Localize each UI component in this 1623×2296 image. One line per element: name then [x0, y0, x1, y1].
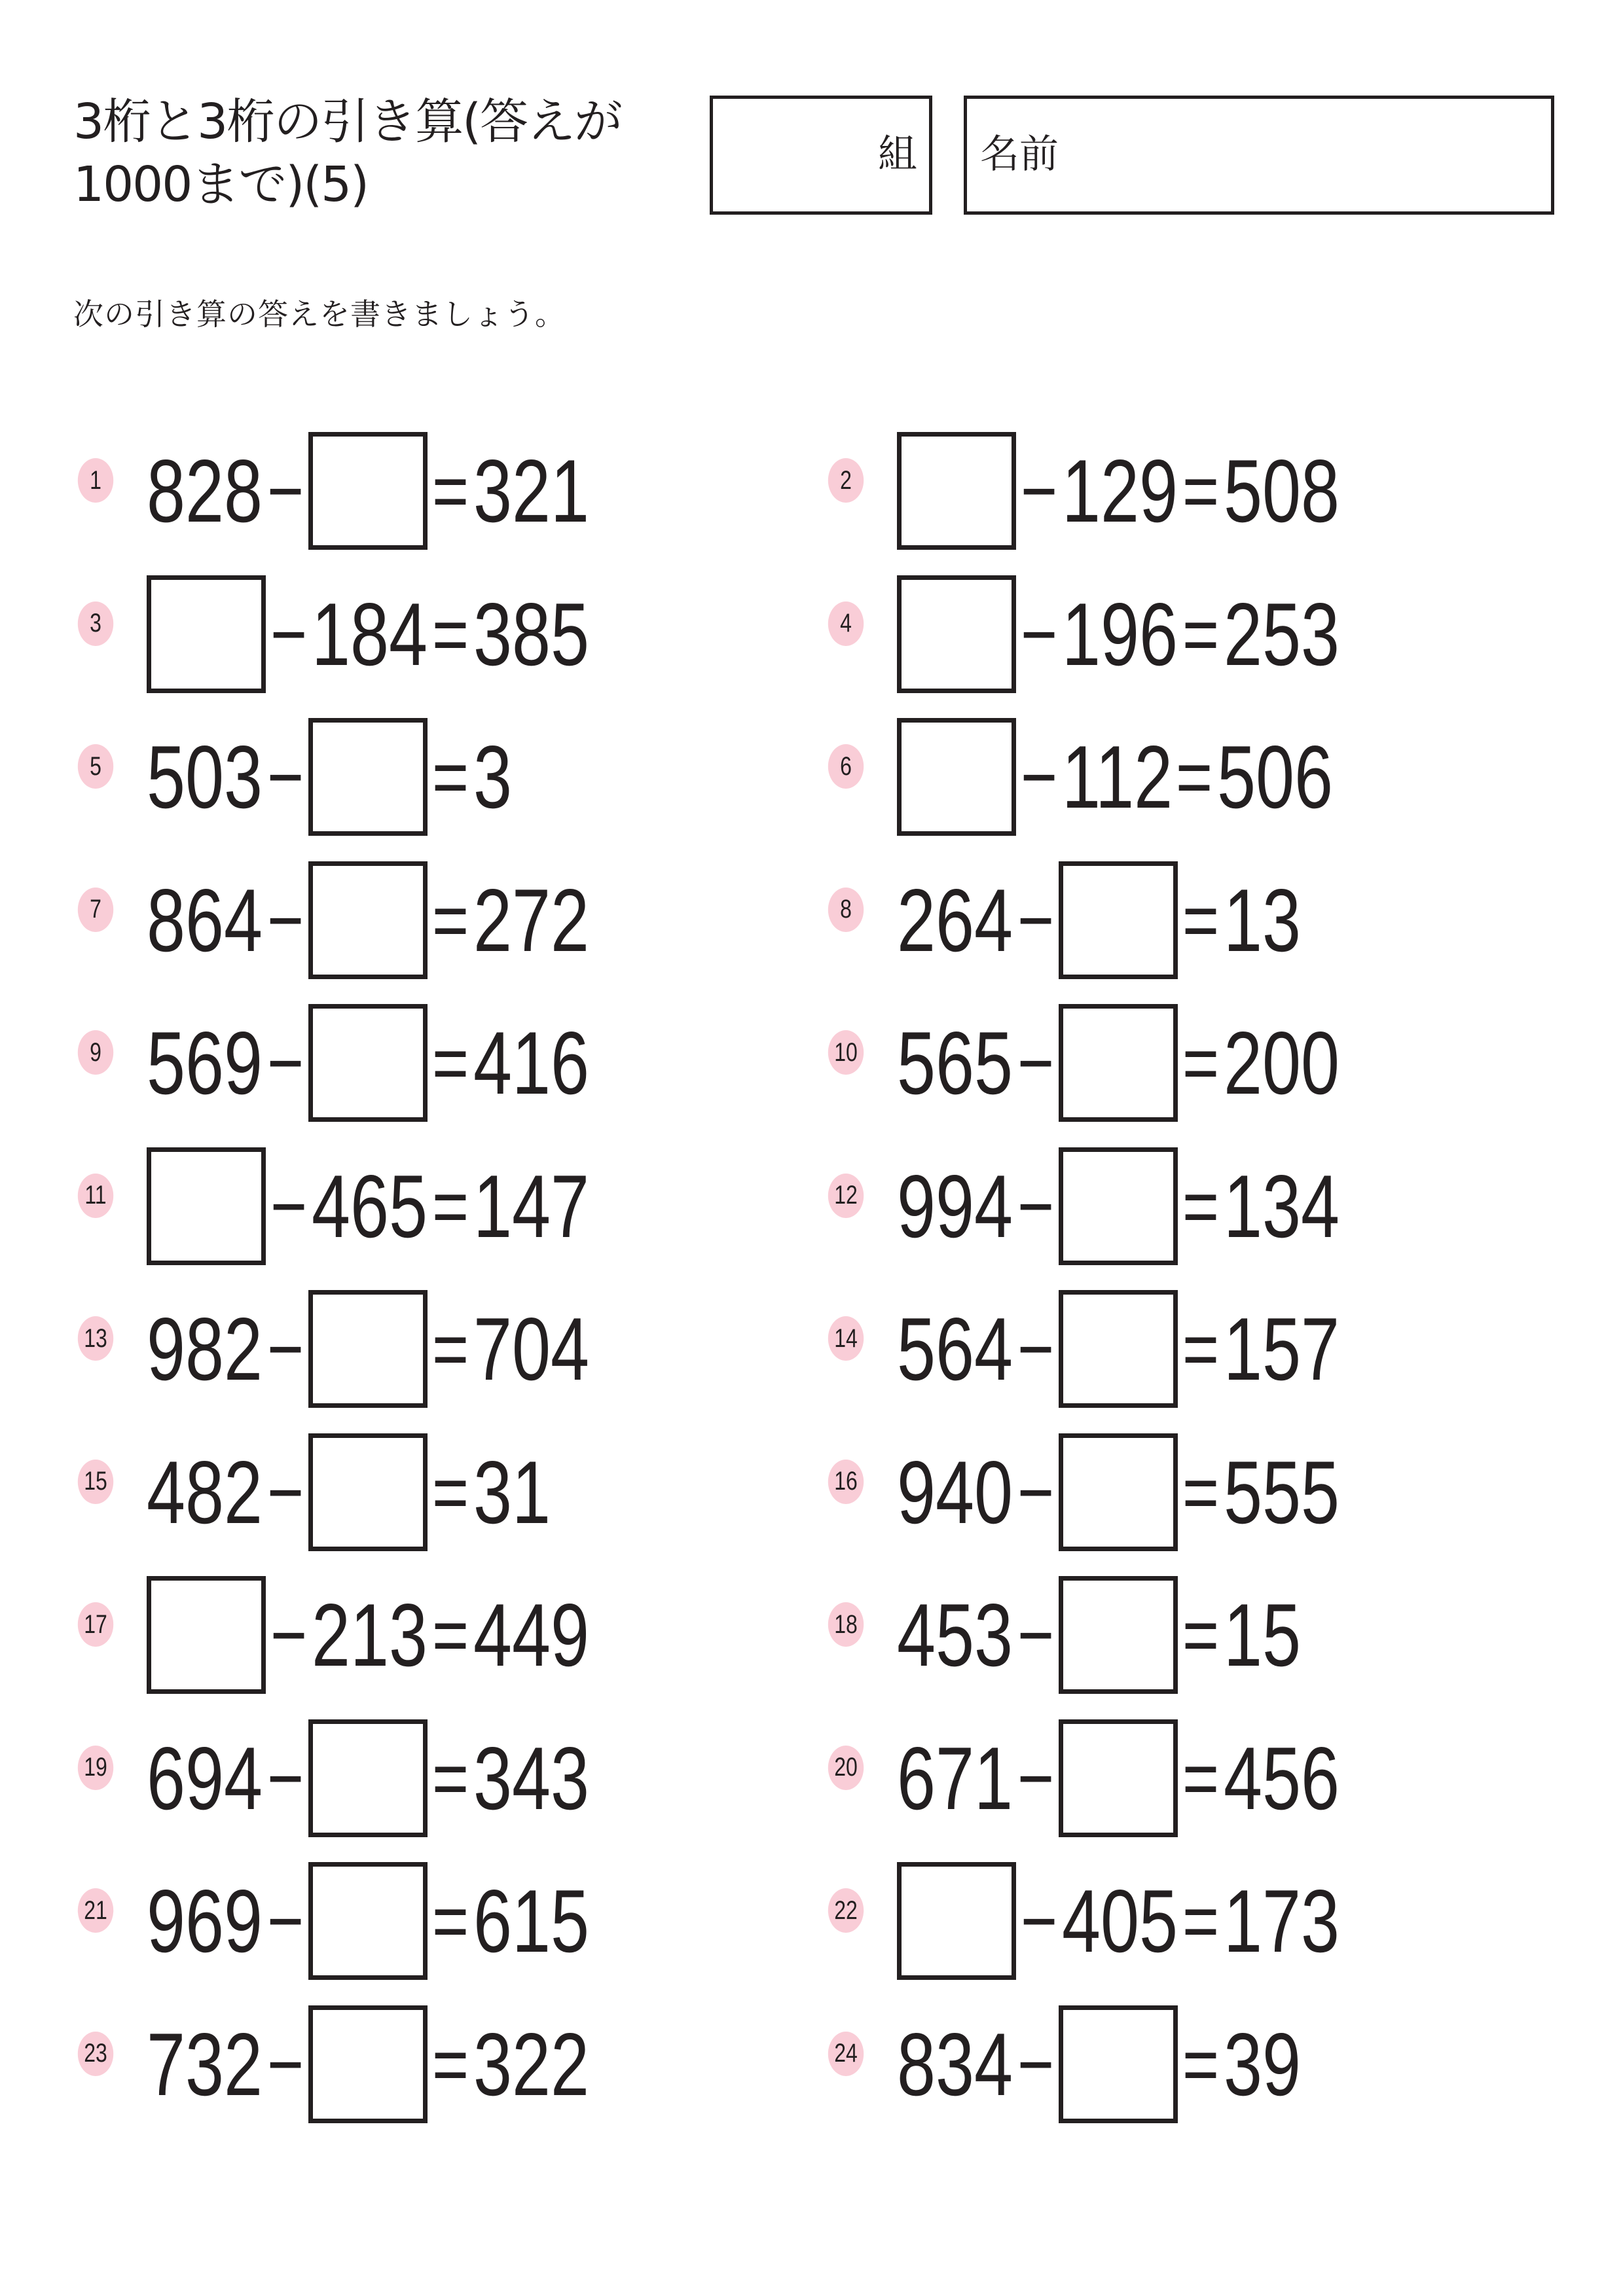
equation — [897, 1862, 1340, 1980]
problem-number-badge: 9 — [78, 1030, 113, 1075]
difference: 157 — [1224, 1299, 1340, 1399]
minuend: 482 — [147, 1442, 263, 1542]
answer-box[interactable] — [147, 1147, 266, 1265]
equals-sign: = — [1182, 1162, 1220, 1250]
equation — [147, 432, 589, 550]
problem-number-badge: 6 — [828, 744, 864, 789]
problem-number-badge: 11 — [78, 1174, 113, 1218]
equation — [897, 1004, 1340, 1122]
problem-24 — [824, 2005, 1544, 2123]
equals-sign: = — [432, 1162, 469, 1250]
answer-box[interactable] — [897, 432, 1016, 550]
answer-box[interactable] — [1059, 1147, 1178, 1265]
minuend: 565 — [897, 1013, 1013, 1113]
equation — [897, 432, 1340, 550]
problem-20 — [824, 1719, 1544, 1837]
difference: 200 — [1224, 1013, 1340, 1113]
answer-box[interactable] — [147, 575, 266, 693]
answer-box[interactable] — [308, 1290, 428, 1408]
problem-number-badge: 18 — [828, 1602, 864, 1647]
problem-number-badge: 5 — [78, 744, 113, 789]
problem-number-badge: 7 — [78, 888, 113, 932]
equals-sign: = — [432, 733, 469, 821]
equation — [147, 575, 589, 693]
problem-number-badge: 12 — [828, 1174, 864, 1218]
name-field[interactable] — [964, 96, 1554, 215]
equals-sign: = — [432, 1448, 469, 1536]
minuend: 834 — [897, 2014, 1013, 2114]
minus-sign: − — [1021, 1877, 1058, 1965]
subtrahend: 196 — [1062, 584, 1178, 684]
minus-sign: − — [1017, 1162, 1055, 1250]
difference: 508 — [1224, 441, 1340, 541]
difference: 3 — [473, 727, 513, 827]
difference: 13 — [1224, 870, 1302, 970]
minus-sign: − — [1021, 733, 1058, 821]
minuend: 969 — [147, 1871, 263, 1971]
equals-sign: = — [1176, 733, 1213, 821]
problem-number-badge: 14 — [828, 1316, 864, 1361]
equals-sign: = — [1182, 1877, 1220, 1965]
minus-sign: − — [267, 1305, 304, 1393]
equation — [147, 718, 512, 836]
problem-7 — [73, 861, 793, 979]
answer-box[interactable] — [1059, 861, 1178, 979]
answer-box[interactable] — [308, 1862, 428, 1980]
equation — [897, 1433, 1340, 1551]
minuend: 453 — [897, 1585, 1013, 1685]
problem-2 — [824, 432, 1544, 550]
equation — [147, 1862, 589, 1980]
minuend: 940 — [897, 1442, 1013, 1542]
subtrahend: 405 — [1062, 1871, 1178, 1971]
answer-box[interactable] — [897, 575, 1016, 693]
equals-sign: = — [1182, 1591, 1220, 1679]
minuend: 864 — [147, 870, 263, 970]
minus-sign: − — [1017, 1305, 1055, 1393]
minus-sign: − — [270, 1162, 308, 1250]
equation — [147, 1147, 589, 1265]
minus-sign: − — [1017, 1591, 1055, 1679]
minus-sign: − — [267, 733, 304, 821]
difference: 322 — [473, 2014, 590, 2114]
minus-sign: − — [267, 1019, 304, 1107]
equation — [147, 1290, 589, 1408]
answer-box[interactable] — [1059, 1290, 1178, 1408]
equation — [147, 861, 589, 979]
difference: 253 — [1224, 584, 1340, 684]
difference: 615 — [473, 1871, 590, 1971]
equals-sign: = — [432, 1305, 469, 1393]
minus-sign: − — [1017, 1448, 1055, 1536]
difference: 31 — [473, 1442, 551, 1542]
subtrahend: 112 — [1062, 727, 1173, 827]
difference: 147 — [473, 1156, 590, 1256]
problem-number-badge: 3 — [78, 601, 113, 646]
subtrahend: 184 — [312, 584, 428, 684]
equals-sign: = — [1182, 1019, 1220, 1107]
difference: 39 — [1224, 2014, 1302, 2114]
problem-14 — [824, 1290, 1544, 1408]
problem-19 — [73, 1719, 793, 1837]
minuend: 564 — [897, 1299, 1013, 1399]
equation — [147, 1004, 589, 1122]
equals-sign: = — [432, 1019, 469, 1107]
class-field[interactable] — [710, 96, 932, 215]
difference: 385 — [473, 584, 590, 684]
equals-sign: = — [432, 1591, 469, 1679]
equals-sign: = — [1182, 1448, 1220, 1536]
equals-sign: = — [432, 1734, 469, 1822]
answer-box[interactable] — [1059, 2005, 1178, 2123]
problem-number-badge: 19 — [78, 1746, 113, 1790]
minus-sign: − — [1021, 447, 1058, 535]
equation — [897, 1147, 1340, 1265]
difference: 506 — [1217, 727, 1334, 827]
problem-5 — [73, 718, 793, 836]
equals-sign: = — [432, 590, 469, 678]
problem-23 — [73, 2005, 793, 2123]
minuend: 694 — [147, 1728, 263, 1828]
minuend: 569 — [147, 1013, 263, 1113]
equation — [147, 1576, 589, 1694]
problem-8 — [824, 861, 1544, 979]
problem-16 — [824, 1433, 1544, 1551]
equals-sign: = — [432, 876, 469, 964]
difference: 704 — [473, 1299, 590, 1399]
answer-box[interactable] — [308, 432, 428, 550]
minus-sign: − — [1017, 2020, 1055, 2108]
subtrahend: 129 — [1062, 441, 1178, 541]
difference: 173 — [1224, 1871, 1340, 1971]
problem-6 — [824, 718, 1544, 836]
problem-3 — [73, 575, 793, 693]
equals-sign: = — [432, 2020, 469, 2108]
minuend: 671 — [897, 1728, 1013, 1828]
equation — [897, 1576, 1301, 1694]
answer-box[interactable] — [308, 1004, 428, 1122]
answer-box[interactable] — [1059, 1004, 1178, 1122]
instruction-text: 次の引き算の答えを書きましょう。 — [73, 296, 566, 332]
class-label: 組 — [878, 132, 917, 177]
minus-sign: − — [1017, 876, 1055, 964]
equation — [897, 1719, 1340, 1837]
minus-sign: − — [267, 1877, 304, 1965]
problem-number-badge: 16 — [828, 1460, 864, 1504]
minus-sign: − — [267, 1448, 304, 1536]
difference: 343 — [473, 1728, 590, 1828]
equation — [147, 1719, 589, 1837]
minus-sign: − — [267, 2020, 304, 2108]
problem-13 — [73, 1290, 793, 1408]
answer-box[interactable] — [308, 861, 428, 979]
equals-sign: = — [1182, 1305, 1220, 1393]
equation — [897, 1290, 1340, 1408]
problem-number-badge: 20 — [828, 1746, 864, 1790]
equals-sign: = — [432, 447, 469, 535]
minus-sign: − — [267, 1734, 304, 1822]
problem-number-badge: 13 — [78, 1316, 113, 1361]
minus-sign: − — [1021, 590, 1058, 678]
problem-4 — [824, 575, 1544, 693]
problem-15 — [73, 1433, 793, 1551]
problem-number-badge: 17 — [78, 1602, 113, 1647]
problem-1 — [73, 432, 793, 550]
problem-10 — [824, 1004, 1544, 1122]
problem-number-badge: 24 — [828, 2032, 864, 2076]
problem-number-badge: 10 — [828, 1030, 864, 1075]
subtrahend: 465 — [312, 1156, 428, 1256]
equals-sign: = — [432, 1877, 469, 1965]
difference: 449 — [473, 1585, 590, 1685]
problem-11 — [73, 1147, 793, 1265]
minuend: 264 — [897, 870, 1013, 970]
problem-number-badge: 21 — [78, 1888, 113, 1933]
difference: 15 — [1224, 1585, 1302, 1685]
equation — [897, 861, 1301, 979]
answer-box[interactable] — [897, 1862, 1016, 1980]
problem-21 — [73, 1862, 793, 1980]
equals-sign: = — [1182, 447, 1220, 535]
equation — [147, 1433, 551, 1551]
equation — [897, 2005, 1301, 2123]
subtrahend: 213 — [312, 1585, 428, 1685]
minuend: 982 — [147, 1299, 263, 1399]
problem-number-badge: 1 — [78, 458, 113, 503]
answer-box[interactable] — [308, 1719, 428, 1837]
difference: 272 — [473, 870, 590, 970]
answer-box[interactable] — [308, 718, 428, 836]
answer-box[interactable] — [308, 1433, 428, 1551]
equation — [897, 575, 1340, 693]
minuend: 732 — [147, 2014, 263, 2114]
answer-box[interactable] — [1059, 1576, 1178, 1694]
minus-sign: − — [270, 1591, 308, 1679]
name-label: 名前 — [980, 132, 1059, 177]
worksheet-title: 3桁と3桁の引き算(答えが1000まで)(5) — [73, 94, 622, 213]
equation — [897, 718, 1333, 836]
difference: 416 — [473, 1013, 590, 1113]
difference: 134 — [1224, 1156, 1340, 1256]
equation — [147, 2005, 589, 2123]
problem-18 — [824, 1576, 1544, 1694]
minus-sign: − — [1017, 1734, 1055, 1822]
minuend: 994 — [897, 1156, 1013, 1256]
minus-sign: − — [270, 590, 308, 678]
problem-number-badge: 15 — [78, 1460, 113, 1504]
answer-box[interactable] — [147, 1576, 266, 1694]
answer-box[interactable] — [308, 2005, 428, 2123]
difference: 456 — [1224, 1728, 1340, 1828]
minuend: 503 — [147, 727, 263, 827]
problem-22 — [824, 1862, 1544, 1980]
answer-box[interactable] — [897, 718, 1016, 836]
problem-number-badge: 22 — [828, 1888, 864, 1933]
minus-sign: − — [267, 447, 304, 535]
equals-sign: = — [1182, 2020, 1220, 2108]
problem-12 — [824, 1147, 1544, 1265]
answer-box[interactable] — [1059, 1719, 1178, 1837]
minuend: 828 — [147, 441, 263, 541]
problem-number-badge: 4 — [828, 601, 864, 646]
problem-9 — [73, 1004, 793, 1122]
equals-sign: = — [1182, 1734, 1220, 1822]
problem-number-badge: 2 — [828, 458, 864, 503]
minus-sign: − — [267, 876, 304, 964]
problem-number-badge: 8 — [828, 888, 864, 932]
minus-sign: − — [1017, 1019, 1055, 1107]
equals-sign: = — [1182, 590, 1220, 678]
difference: 555 — [1224, 1442, 1340, 1542]
problem-number-badge: 23 — [78, 2032, 113, 2076]
answer-box[interactable] — [1059, 1433, 1178, 1551]
difference: 321 — [473, 441, 590, 541]
problem-17 — [73, 1576, 793, 1694]
equals-sign: = — [1182, 876, 1220, 964]
